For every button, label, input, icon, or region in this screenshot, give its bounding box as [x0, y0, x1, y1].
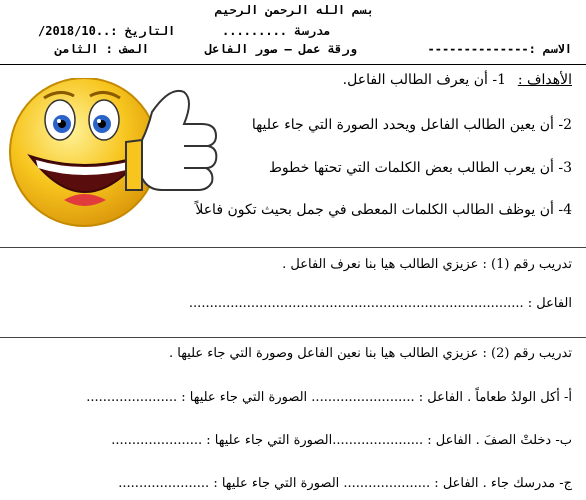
exercise2-item: ب- دخلتْ الصفَ . الفاعل : ......................الصورة التي جاء عليها : ...................... — [111, 433, 572, 448]
objectives-heading: الأهداف : — [517, 72, 572, 88]
section-divider — [0, 337, 586, 338]
basmala: بسم الله الرحمن الرحيم — [215, 3, 374, 17]
exercise1-answer-line: الفاعل : ................................................................................. — [188, 296, 572, 311]
exercise2-item: ج- مدرسك جاء . الفاعل : ..................... الصورة التي جاء عليها : ...................... — [118, 476, 572, 491]
header-divider — [0, 64, 586, 65]
objective-item: 3- أن يعرب الطالب بعض الكلمات التي تحتها خطوط — [268, 160, 572, 176]
worksheet-title: ورقة عمل – صور الفاعل — [205, 42, 357, 56]
exercise2-item: أ- أكل الولدُ طعاماً . الفاعل : ......................... الصورة التي جاء عليها : ...................... — [86, 390, 572, 405]
date-label: التاريخ :..2018/10/ — [38, 24, 176, 38]
school-name: مدرسة ......... — [222, 24, 331, 38]
section-divider — [0, 247, 586, 248]
student-name-label: الاسم :-------------- — [427, 42, 572, 56]
exercise2-title: تدريب رقم (2) : عزيزي الطالب هيا بنا نعين الفاعل وصورة التي جاء عليها . — [168, 346, 572, 361]
grade-label: الصف : الثامن — [55, 42, 149, 56]
objective-item: 1- أن يعرف الطالب الفاعل. — [342, 72, 506, 88]
objective-item: 2- أن يعين الطالب الفاعل ويحدد الصورة التي جاء عليها — [251, 117, 572, 133]
exercise1-title: تدريب رقم (1) : عزيزي الطالب هيا بنا نعرف الفاعل . — [282, 257, 572, 272]
objective-item: 4- أن يوظف الطالب الكلمات المعطى في جمل بحيث تكون فاعلاً — [195, 202, 572, 218]
